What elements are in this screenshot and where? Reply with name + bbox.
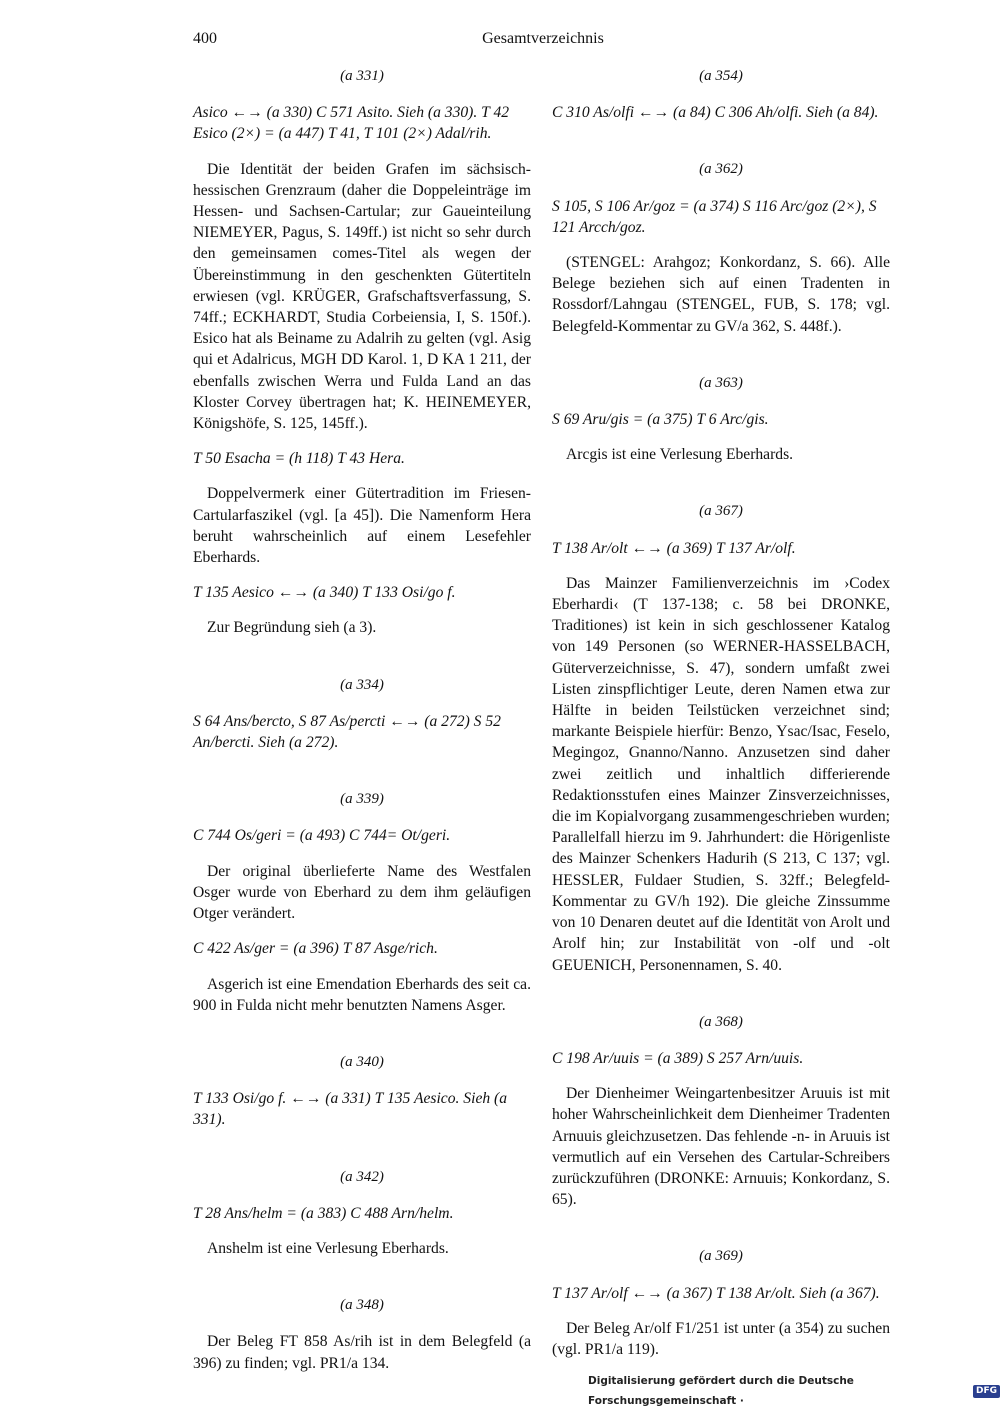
reference-entry: T 28 Ans/helm = (a 383) C 488 Arn/helm. <box>193 1204 454 1222</box>
reference-entry: S 105, S 106 Ar/goz = (a 374) S 116 Arc/goz (2×), S 121 Arcch/goz. <box>552 197 877 236</box>
commentary-paragraph: Der Beleg FT 858 As/rih ist in dem Belegfeld (a 396) zu finden; vgl. PR1/a 134. <box>193 1333 531 1372</box>
reference-entry: T 138 Ar/olt ←→ (a 369) T 137 Ar/olf. <box>552 539 796 557</box>
running-title: Gesamtverzeichnis <box>482 30 604 47</box>
reference-entry: T 50 Esacha = (h 118) T 43 Hera. <box>193 450 405 468</box>
section-spacer <box>552 990 890 1012</box>
section-spacer <box>193 1030 531 1052</box>
section-heading: (a 339) <box>340 791 384 808</box>
reference-entry: C 198 Ar/uuis = (a 389) S 257 Arn/uuis. <box>552 1049 804 1067</box>
section-spacer <box>552 137 890 159</box>
section-heading: (a 348) <box>340 1297 384 1314</box>
section-spacer <box>552 479 890 501</box>
commentary-paragraph: Die Identität der beiden Grafen im sächsisch-hessischen Grenzraum (daher die Doppeleinträge im Hessen- und Sachsen-Cartular; zur Gaueinteilung NIEMEYER, Pagus, S. 149ff.) ist nicht so sehr durch den gemeinsamen comes-Titel als wegen der Übereinstimmung in den geschenkten Gütertiteln erwiesen (vgl. KRÜGER, Grafschaftsverfassung, S. 74ff.; ECKHARDT, Studia Corbeiensia, I, S. 150f.). Esico hat als Beiname zu Adalrih zu gelten (vgl. Asig qui et Adalricus, MGH DD Karol. 1, D KA 1 211, der ebenfalls zwischen Werra und Fulda Land an das Kloster Corvey übertragen hat; K. HEINEMEYER, Königshöfe, S. 125, 145ff.). <box>193 160 531 433</box>
section-heading: (a 369) <box>699 1248 743 1265</box>
section-heading: (a 340) <box>340 1053 384 1070</box>
commentary-paragraph: Doppelvermerk einer Gütertradition im Friesen-Cartularfaszikel (vgl. [a 45]). Die Namenform Hera beruht wahrscheinlich auf einem Lesefehler Eberhards. <box>193 485 531 567</box>
reference-entry: S 64 Ans/bercto, S 87 As/percti ←→ (a 272) S 52 An/bercti. Sieh (a 272). <box>193 712 501 752</box>
reference-entry: C 422 As/ger = (a 396) T 87 Asge/rich. <box>193 940 438 958</box>
commentary-paragraph: Das Mainzer Familienverzeichnis im ›Codex Eberhardi‹ (T 137-138; c. 58 bei DRONKE, Traditiones) ist kein in sich geschlossener Katalog von 149 Personen (so WERNER-HASSELBACH, Güterverzeichnisse, S. 47), sondern umfaßt zwei Listen zinspflichtiger Leute, deren Namen etwa zur Hälfte in beiden Teilstücken verzeichnet sind; markante Beispiele hierfür: Benzo, Ysac/Isac, Feselo, Megingoz, Gnanno/Nanno. Anzusetzen sind daher zwei zeitlich und inhaltlich differierende Redaktionsstufen eines Mainzer Zinsverzeichnisses, die im Kopialvorgang zusammengeschrieben wurden; Parallelfall hierzu im 9. Jahrhundert: die Hörigenliste des Mainzer Schenkers Hadurih (S 213, C 137; vgl. HESSLER, Fuldaer Studien, S. 32ff.; Belegfeld-Kommentar zu GV/h 192). Die gleiche Zinssumme von 10 Denaren deutet auf die Identität von Arolt und Arolf hin; zur Instabilität von -olf und -olt GEUENICH, Personennamen, S. 40. <box>552 574 890 974</box>
section-spacer <box>193 1273 531 1295</box>
commentary-paragraph: Der original überlieferte Name des Westfalen Osger wurde von Eberhard zu dem ihm geläufigen Otger verändert. <box>193 862 531 923</box>
digitization-credit-text: Digitalisierung gefördert durch die Deutsche Forschungsgemeinschaft · <box>588 1375 854 1407</box>
section-heading: (a 367) <box>699 503 743 520</box>
commentary-paragraph: Arcgis ist eine Verlesung Eberhards. <box>566 446 794 464</box>
reference-entry: C 744 Os/geri = (a 493) C 744= Ot/geri. <box>193 827 451 845</box>
dfg-logo: DFG <box>973 1385 1000 1398</box>
reference-entry: C 310 As/olfi ←→ (a 84) C 306 Ah/olfi. Sieh (a 84). <box>552 104 879 122</box>
commentary-paragraph: (STENGEL: Arahgoz; Konkordanz, S. 66). Alle Belege beziehen sich auf einen Tradenten in Rossdorf/Lahngau (STENGEL, FUB, S. 178; vgl. Belegfeld-Kommentar zu GV/a 362, S. 448f.). <box>552 254 890 335</box>
section-spacer <box>193 767 531 789</box>
reference-entry: Asico ←→ (a 330) C 571 Asito. Sieh (a 330). T 42 Esico (2×) = (a 447) T 41, T 101 (2×) Adal/rih. <box>193 104 510 143</box>
section-spacer <box>193 653 531 675</box>
page-number: 400 <box>193 30 217 47</box>
section-heading: (a 331) <box>340 68 384 84</box>
reference-entry: S 69 Aru/gis = (a 375) T 6 Arc/gis. <box>552 411 769 429</box>
digitization-credit <box>588 1375 1000 1407</box>
commentary-paragraph: Der Beleg Ar/olf F1/251 ist unter (a 354) zu suchen (vgl. PR1/a 119). <box>552 1319 890 1358</box>
page-header <box>193 30 893 54</box>
left-column <box>193 66 531 1388</box>
section-heading: (a 334) <box>340 676 384 693</box>
reference-entry: T 133 Osi/go f. ←→ (a 331) T 135 Aesico. Sieh (a 331). <box>193 1090 508 1129</box>
section-spacer <box>552 351 890 373</box>
commentary-paragraph: Asgerich ist eine Emendation Eberhards des seit ca. 900 in Fulda nicht mehr benutzten Namens Asger. <box>193 975 531 1014</box>
section-heading: (a 363) <box>699 374 743 391</box>
section-heading: (a 342) <box>340 1168 384 1185</box>
commentary-paragraph: Der Dienheimer Weingartenbesitzer Aruuis ist mit hoher Wahrscheinlichkeit dem Dienheimer Tradenten Arnuuis gleichzusetzen. Das fehlende -n- in Aruuis ist vermutlich auf ein Versehen des Cartular-Schreibers zurückzuführen (DRONKE: Arnuuis; Konkordanz, S. 65). <box>552 1085 890 1209</box>
right-column <box>552 66 890 1374</box>
section-spacer <box>552 1224 890 1246</box>
commentary-paragraph: Zur Begründung sieh (a 3). <box>207 619 377 637</box>
commentary-paragraph: Anshelm ist eine Verlesung Eberhards. <box>207 1239 449 1257</box>
section-heading: (a 354) <box>699 68 743 84</box>
section-spacer <box>193 1145 531 1167</box>
section-heading: (a 362) <box>699 161 743 178</box>
reference-entry: T 137 Ar/olf ←→ (a 367) T 138 Ar/olt. Sieh (a 367). <box>552 1284 880 1302</box>
reference-entry: T 135 Aesico ←→ (a 340) T 133 Osi/go f. <box>193 584 456 602</box>
section-heading: (a 368) <box>699 1013 743 1030</box>
